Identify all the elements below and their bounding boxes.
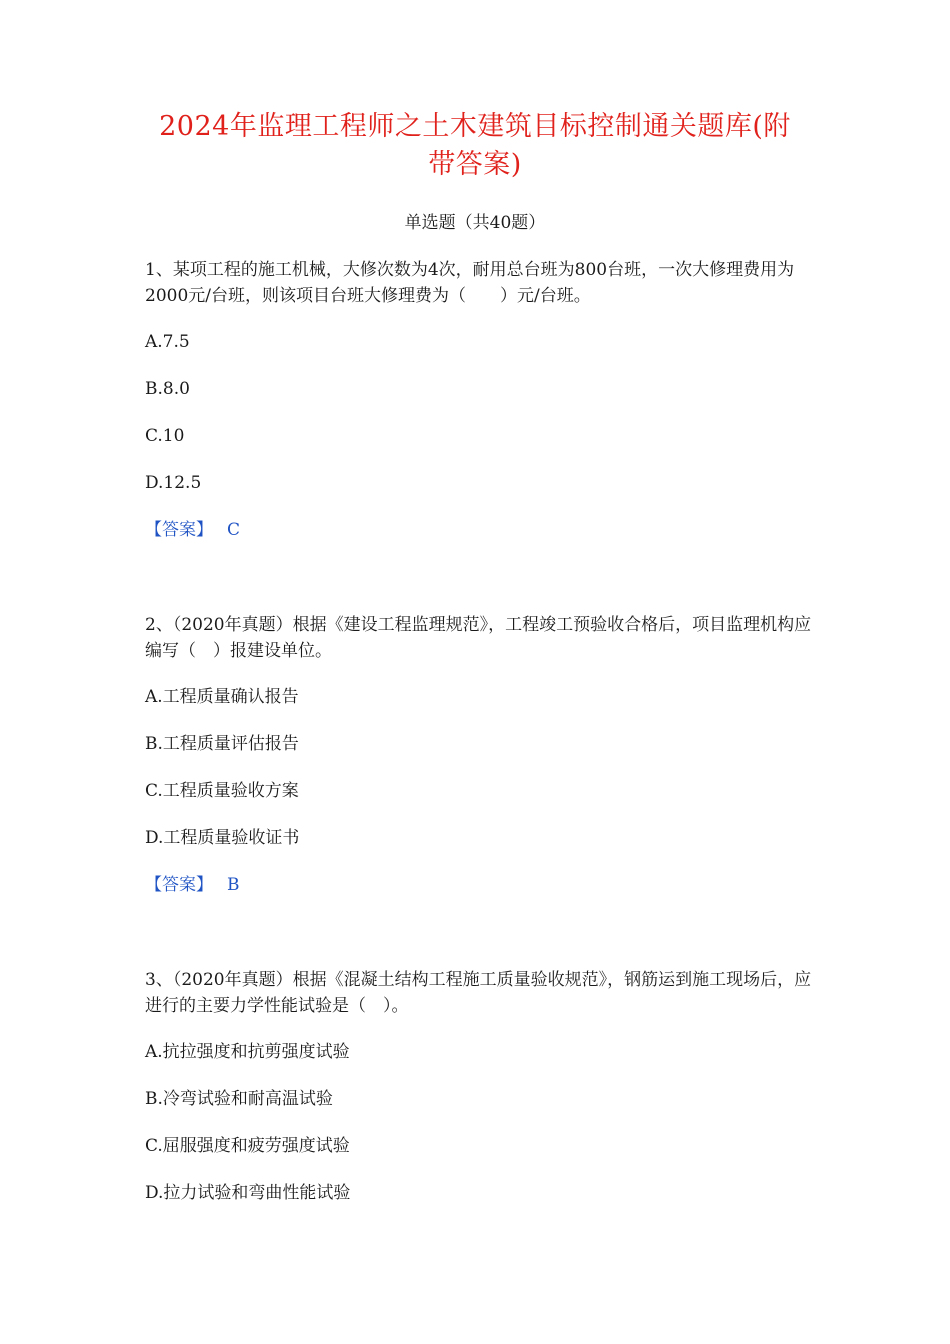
question-1-stem: 1、某项工程的施工机械，大修次数为4次，耐用总台班为800台班，一次大修理费用为2000元/台班，则该项目台班大修理费为（ ）元/台班。 — [145, 260, 795, 306]
document-title — [120, 108, 830, 184]
question-2-stem: 2、（2020年真题）根据《建设工程监理规范》，工程竣工预验收合格后，项目监理机构应编写（ ）报建设单位。 — [145, 615, 812, 661]
question-2-option-d: D.工程质量验收证书 — [145, 828, 300, 848]
question-1-option-a: A.7.5 — [145, 332, 190, 352]
answer-label: 【答案】 — [145, 520, 213, 540]
section-heading: 单选题（共40题） — [404, 213, 546, 233]
question-2-option-b: B.工程质量评估报告 — [145, 734, 299, 754]
question-2-option-c: C.工程质量验收方案 — [145, 781, 299, 801]
answer-value: B — [227, 875, 240, 895]
question-3-option-b: B.冷弯试验和耐高温试验 — [145, 1089, 333, 1109]
title-line-2: 带答案) — [428, 149, 522, 180]
question-1-option-b: B.8.0 — [145, 379, 190, 399]
answer-value: C — [227, 520, 241, 540]
question-1-answer — [145, 518, 240, 542]
question-3-option-a: A.抗拉强度和抗剪强度试验 — [145, 1042, 350, 1062]
question-2-option-a: A.工程质量确认报告 — [145, 687, 299, 707]
question-3-option-d: D.拉力试验和弯曲性能试验 — [145, 1183, 351, 1203]
question-3-stem: 3、（2020年真题）根据《混凝土结构工程施工质量验收规范》，钢筋运到施工现场后，应进行的主要力学性能试验是（ ）。 — [145, 970, 812, 1016]
question-1-option-c: C.10 — [145, 426, 185, 446]
question-2-answer — [145, 873, 240, 897]
question-1-option-d: D.12.5 — [145, 473, 202, 493]
question-3-option-c: C.屈服强度和疲劳强度试验 — [145, 1136, 350, 1156]
answer-label: 【答案】 — [145, 875, 213, 895]
title-line-1: 2024年监理工程师之土木建筑目标控制通关题库(附 — [159, 111, 791, 142]
